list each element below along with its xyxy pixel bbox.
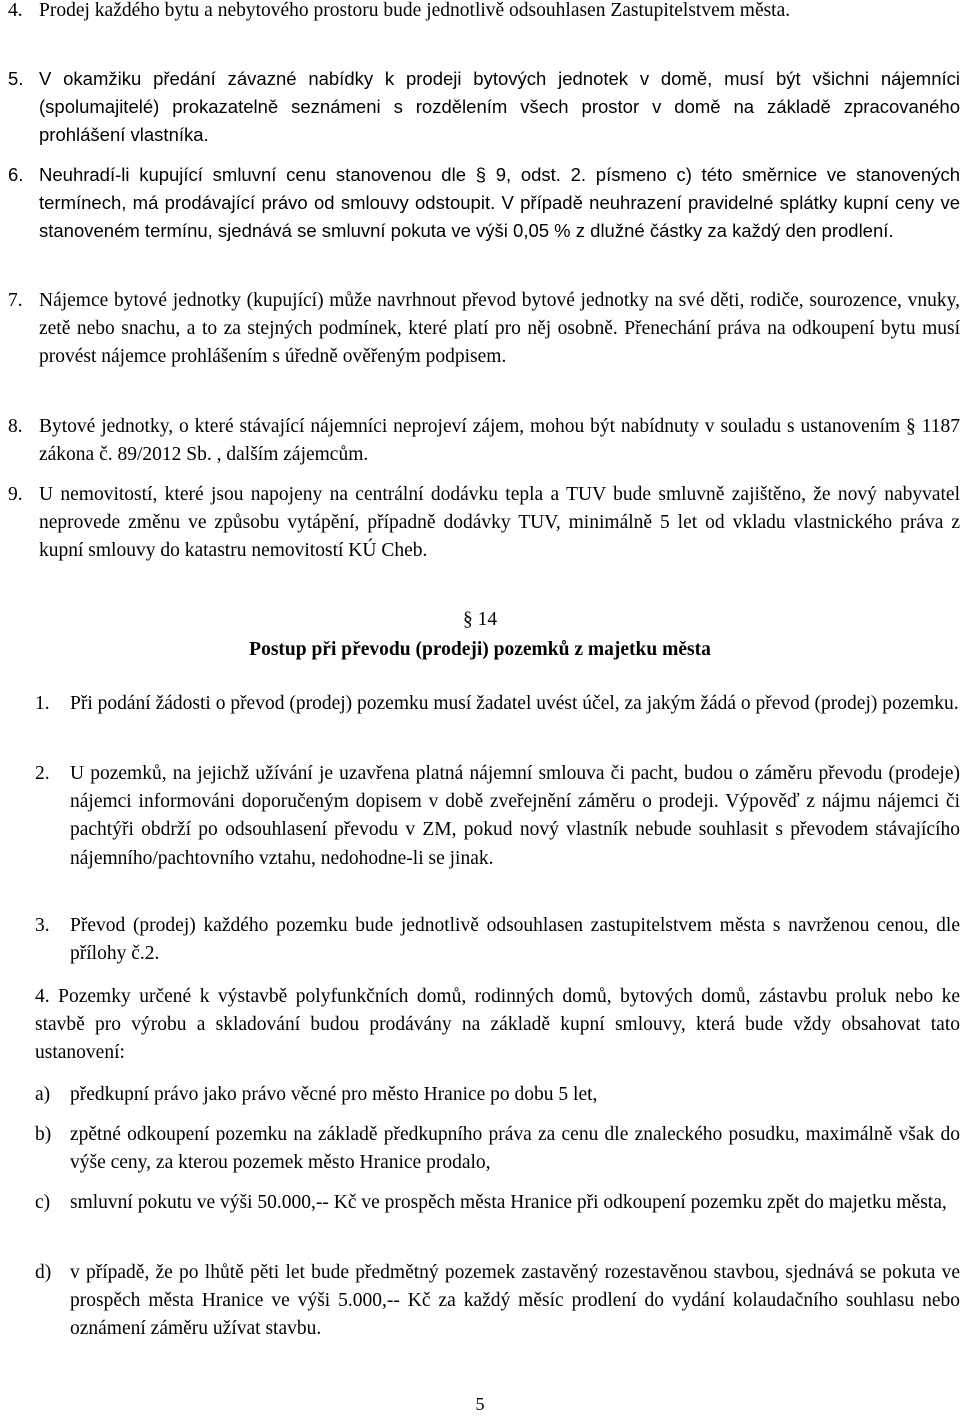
item-label: 9.: [8, 484, 23, 505]
list-item-6: [8, 161, 960, 246]
page-number: 5: [475, 1394, 485, 1414]
item-text: Převod (prodej) každého pozemku bude jednotlivě odsouhlasen zastupitelstvem města s navrženou cenou, dle přílohy č.2.: [70, 915, 960, 965]
item-label: c): [35, 1192, 51, 1213]
item-text: U pozemků, na jejichž užívání je uzavřena platná nájemní smlouva či pacht, budou o záměru převodu (prodeje) nájemci informováni doporučeným dopisem v době zveřejnění záměru o prodeji. Výpověď z nájmu nájemci či pachtýři obdrží po odsouhlasení převodu v ZM, pokud nový vlastník nebude souhlasit s převodem stávajícího nájemního/pachtovního vztahu, nedohodne-li se jinak.: [70, 763, 960, 869]
list-item-7: [8, 287, 960, 372]
section-item-2: [35, 760, 960, 873]
item-label: 4.: [8, 0, 23, 21]
item-label: b): [35, 1124, 52, 1145]
item-text: v případě, že po lhůtě pěti let bude předmětný pozemek zastavěný rozestavěnou stavbou, sjednává se pokuta ve prospěch města Hranice ve výši 5.000,-- Kč za každý měsíc prodlení do vydání kolaudačního souhlasu nebo oznámení záměru užívat stavbu.: [70, 1262, 960, 1340]
item-label: 2.: [35, 763, 50, 784]
item-text: smluvní pokutu ve výši 50.000,-- Kč ve prospěch města Hranice při odkoupení pozemku zpět do majetku města,: [70, 1192, 947, 1213]
section-number: § 14: [462, 609, 498, 630]
letter-item-d: [35, 1259, 960, 1344]
section-item-3: [35, 912, 960, 968]
item-text: V okamžiku předání závazné nabídky k prodeji bytových jednotek v domě, musí být všichni nájemníci (spolumajitelé) prokazatelně seznámeni s rozdělením všech prostor v domě na základě zpracovaného prohlášení vlastníka.: [39, 68, 960, 146]
section-title: Postup při převodu (prodeji) pozemků z majetku města: [249, 639, 711, 660]
letter-item-c: [35, 1189, 960, 1217]
item-label: 7.: [8, 290, 23, 311]
list-item-4: [8, 0, 960, 25]
letter-item-b: [35, 1121, 960, 1177]
letter-item-a: [35, 1081, 960, 1109]
item-label: 8.: [8, 416, 23, 437]
item-text: Neuhradí-li kupující smluvní cenu stanovenou dle § 9, odst. 2. písmeno c) této směrnice ve stanovených termínech, má prodávající právo od smlouvy odstoupit. V případě neuhrazení pravidelné splátky kupní ceny ve stanoveném termínu, sjednává se smluvní pokuta ve výši 0,05 % z dlužné částky za každý den prodlení.: [39, 164, 960, 242]
item-text: U nemovitostí, které jsou napojeny na centrální dodávku tepla a TUV bude smluvně zajištěno, že nový nabyvatel neprovede změnu ve způsobu vytápění, případně dodávky TUV, minimálně 5 let od vkladu vlastnického práva z kupní smlouvy do katastru nemovitostí KÚ Cheb.: [39, 484, 960, 562]
item-label: a): [35, 1084, 51, 1105]
item-text: Bytové jednotky, o které stávající nájemníci neprojeví zájem, mohou být nabídnuty v souladu s ustanovením § 1187 zákona č. 89/2012 Sb. , dalším zájemcům.: [39, 416, 960, 466]
list-item-9: [8, 481, 960, 566]
item-text: Nájemce bytové jednotky (kupující) může navrhnout převod bytové jednotky na své děti, rodiče, sourozence, vnuky, zetě nebo snachu, a to za stejných podmínek, které platí pro něj osobně. Přenechání práva na odkoupení bytu musí provést nájemce prohlášením s úředně ověřeným podpisem.: [39, 290, 960, 368]
section-item-4: 4. Pozemky určené k výstavbě polyfunkčních domů, rodinných domů, bytových domů, zástavbu proluk nebo ke stavbě pro výrobu a skladování budou prodávány na základě kupní smlouvy, která bude vždy obsahovat tato ustanovení:: [35, 986, 960, 1064]
item-label: 6.: [8, 164, 24, 185]
item-label: d): [35, 1262, 52, 1283]
item-text: zpětné odkoupení pozemku na základě předkupního práva za cenu dle znaleckého posudku, maximálně však do výše ceny, za kterou pozemek město Hranice prodalo,: [70, 1124, 960, 1174]
list-item-5: [8, 65, 960, 150]
item-label: 1.: [35, 693, 50, 714]
item-text: Při podání žádosti o převod (prodej) pozemku musí žadatel uvést účel, za jakým žádá o převod (prodej) pozemku.: [70, 693, 959, 714]
item-label: 5.: [8, 68, 24, 89]
item-text: Prodej každého bytu a nebytového prostoru bude jednotlivě odsouhlasen Zastupitelstvem města.: [39, 0, 791, 21]
section-item-1: [35, 690, 960, 718]
item-text: předkupní právo jako právo věcné pro město Hranice po dobu 5 let,: [70, 1084, 598, 1105]
list-item-8: [8, 413, 960, 469]
item-label: 3.: [35, 915, 50, 936]
